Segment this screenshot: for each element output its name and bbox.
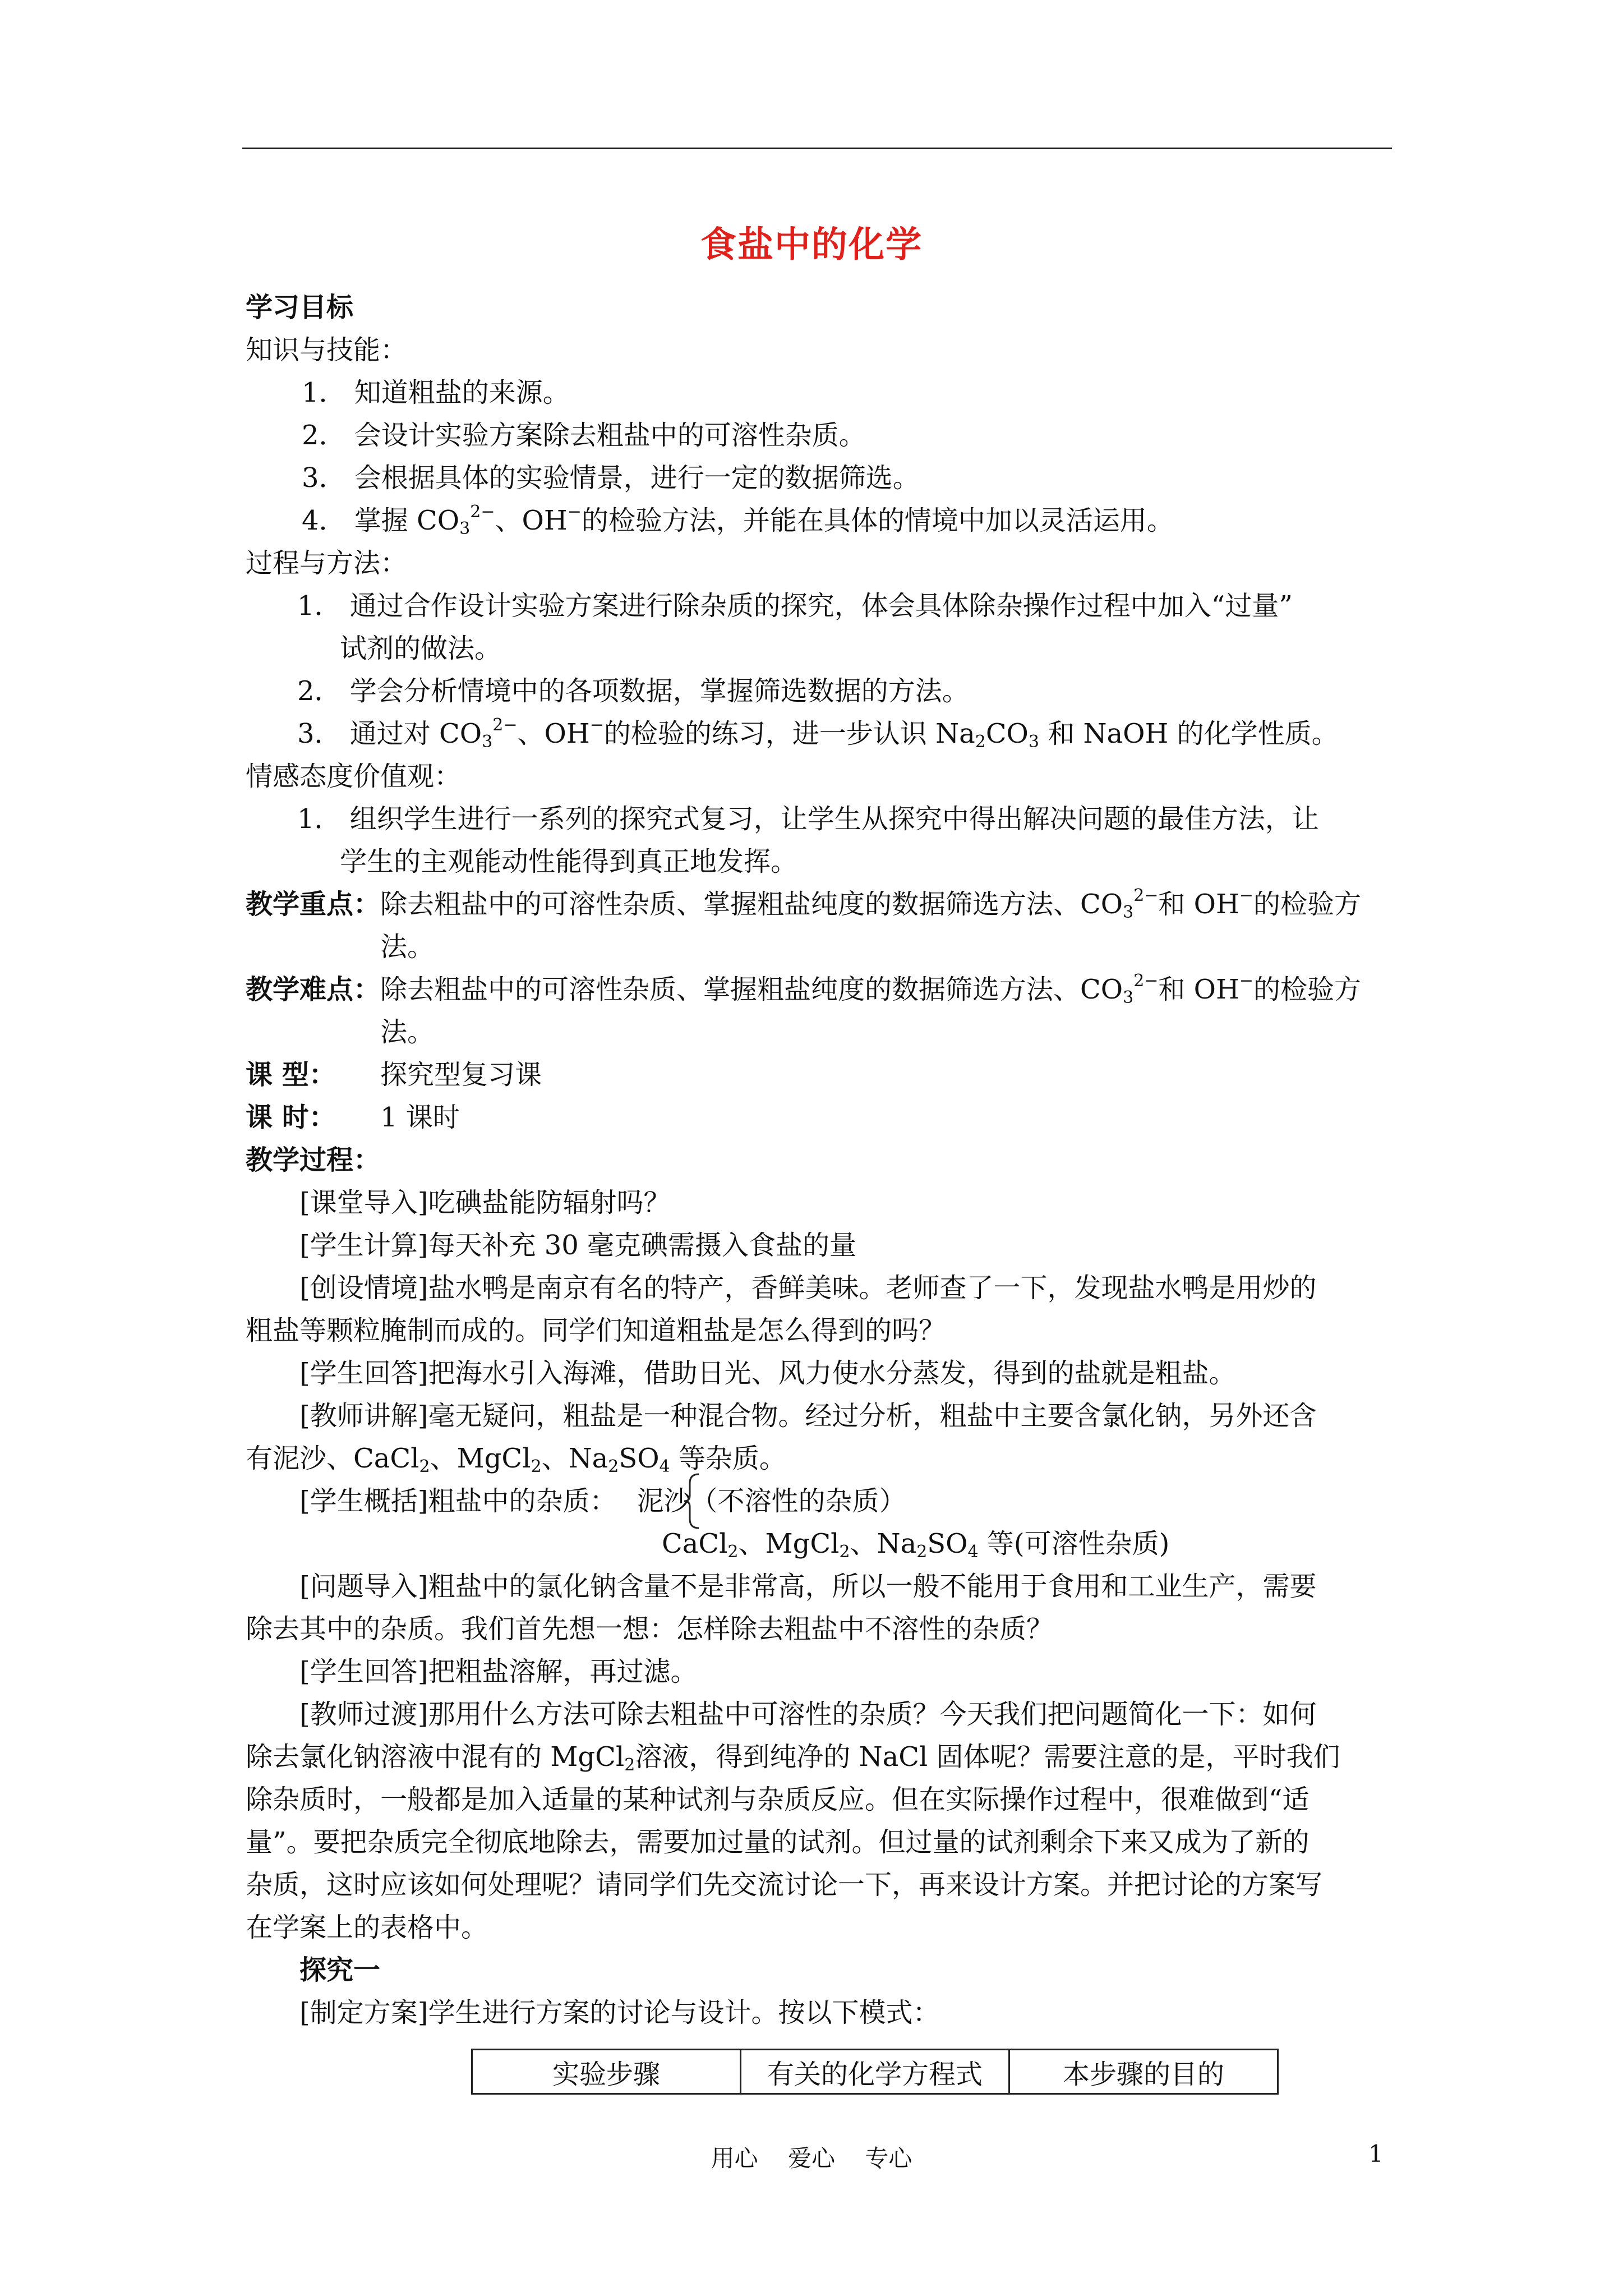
knowledge-item: 4． 掌握 $CO_3^{2-}$、OH−的检验方法，并能在具体的情境中加以灵活运用。 [302,502,1174,539]
attitude-item: 1． 组织学生进行一系列的探究式复习，让学生从探究中得出解决问题的最佳方法，让 [297,803,1319,835]
knowledge-item: 2． 会设计实验方案除去粗盐中的可溶性杂质。 [302,420,866,451]
process-item-continued: 试剂的做法。 [340,633,502,664]
knowledge-heading: 知识与技能： [246,334,408,366]
paragraph-continued: 除去其中的杂质。我们首先想一想：怎样除去粗盐中不溶性的杂质？ [246,1613,1054,1645]
page-number: 1 [1368,2140,1384,2168]
goals-heading: 学习目标 [246,292,354,323]
difficult-points: 教学难点：除去粗盐中的可溶性杂质、掌握粗盐纯度的数据筛选方法、$CO_3^{2-}$和 OH−的检验方 [246,971,1362,1007]
page-title: 食盐中的化学 [700,224,923,266]
insoluble-impurity: 泥沙（不溶性的杂质） [637,1485,906,1517]
paragraph-continued: 在学案上的表格中。 [246,1912,488,1943]
key-points: 教学重点：除去粗盐中的可溶性杂质、掌握粗盐纯度的数据筛选方法、$CO_3^{2-}$和 OH−的检验方 [246,886,1362,922]
paragraph: [创设情境]盐水鸭是南京有名的特产，香鲜美味。老师查了一下，发现盐水鸭是用炒的 [299,1272,1317,1304]
impurity-summary: [学生概括]粗盐中的杂质： 泥沙（不溶性的杂质） [246,1480,1395,1522]
header-rule [242,148,1392,149]
paragraph: [教师讲解]毫无疑问，粗盐是一种混合物。经过分析，粗盐中主要含氯化钠，另外还含 [299,1400,1317,1432]
paragraph: [问题导入]粗盐中的氯化钠含量不是非常高，所以一般不能用于食用和工业生产，需要 [299,1571,1317,1602]
table-header-cell: 本步骤的目的 [1009,2050,1278,2094]
process-item: 1． 通过合作设计实验方案进行除杂质的探究，体会具体除杂操作过程中加入“过量” [297,590,1293,622]
brace-icon [682,1472,704,1530]
paragraph-continued: 除杂质时，一般都是加入适量的某种试剂与杂质反应。但在实际操作过程中，很难做到“适 [246,1784,1310,1815]
table-header-cell: 有关的化学方程式 [741,2050,1009,2094]
table-header-cell: 实验步骤 [472,2050,741,2094]
process-heading: 过程与方法： [246,547,408,579]
paragraph: [课堂导入]吃碘盐能防辐射吗？ [299,1187,671,1218]
paragraph: [学生回答]把粗盐溶解，再过滤。 [299,1656,698,1687]
paragraph: [制定方案]学生进行方案的讨论与设计。按以下模式： [299,1997,940,2028]
attitude-item-continued: 学生的主观能动性能得到真正地发挥。 [340,846,798,877]
process-item: 2． 学会分析情境中的各项数据，掌握筛选数据的方法。 [297,675,969,707]
paragraph: [学生回答]把海水引入海滩，借助日光、风力使水分蒸发，得到的盐就是粗盐。 [299,1358,1236,1389]
attitude-heading: 情感态度价值观： [246,761,462,792]
paragraph-continued: 杂质，这时应该如何处理呢？请同学们先交流讨论一下，再来设计方案。并把讨论的方案写 [246,1869,1323,1901]
knowledge-item: 3． 会根据具体的实验情景，进行一定的数据筛选。 [302,462,920,494]
explore-heading: 探究一 [299,1954,381,1986]
table-header-row [472,2050,1278,2094]
paragraph-continued: 除去氯化钠溶液中混有的 MgCl$_2$溶液，得到纯净的 NaCl 固体呢？需要注意的是，平时我们 [246,1741,1340,1775]
knowledge-item: 1． 知道粗盐的来源。 [302,377,570,408]
paragraph-continued: 量”。要把杂质完全彻底地除去，需要加过量的试剂。但过量的试剂剩余下来又成为了新的 [246,1826,1310,1858]
process-item: 3． 通过对 $CO_3^{2-}$、OH−的检验的练习，进一步认识 $Na_2CO_3$ 和 NaOH 的化学性质。 [297,715,1339,752]
difficult-points-continued: 法。 [380,1016,435,1048]
footer-motto: 用心 爱心 专心 [711,2145,912,2172]
paragraph-continued: 粗盐等颗粒腌制而成的。同学们知道粗盐是怎么得到的吗？ [246,1315,946,1346]
course-time: 课 时： 1 课时 [246,1102,460,1133]
paragraph-continued: 有泥沙、CaCl$_2$、MgCl$_2$、$Na_2SO_4$ 等杂质。 [246,1443,786,1476]
paragraph: [教师过渡]那用什么方法可除去粗盐中可溶性的杂质？今天我们把问题简化一下：如何 [299,1699,1317,1730]
paragraph: [学生计算]每天补充 30 毫克碘需摄入食盐的量 [299,1230,857,1261]
course-type: 课 型： 探究型复习课 [246,1059,542,1091]
soluble-impurity: CaCl$_2$、MgCl$_2$、$Na_2SO_4$ 等(可溶性杂质) [662,1528,1170,1562]
key-points-continued: 法。 [380,931,435,963]
process-heading-main: 教学过程： [246,1144,381,1176]
scheme-table [471,2049,1279,2095]
document-body [246,286,1395,2034]
